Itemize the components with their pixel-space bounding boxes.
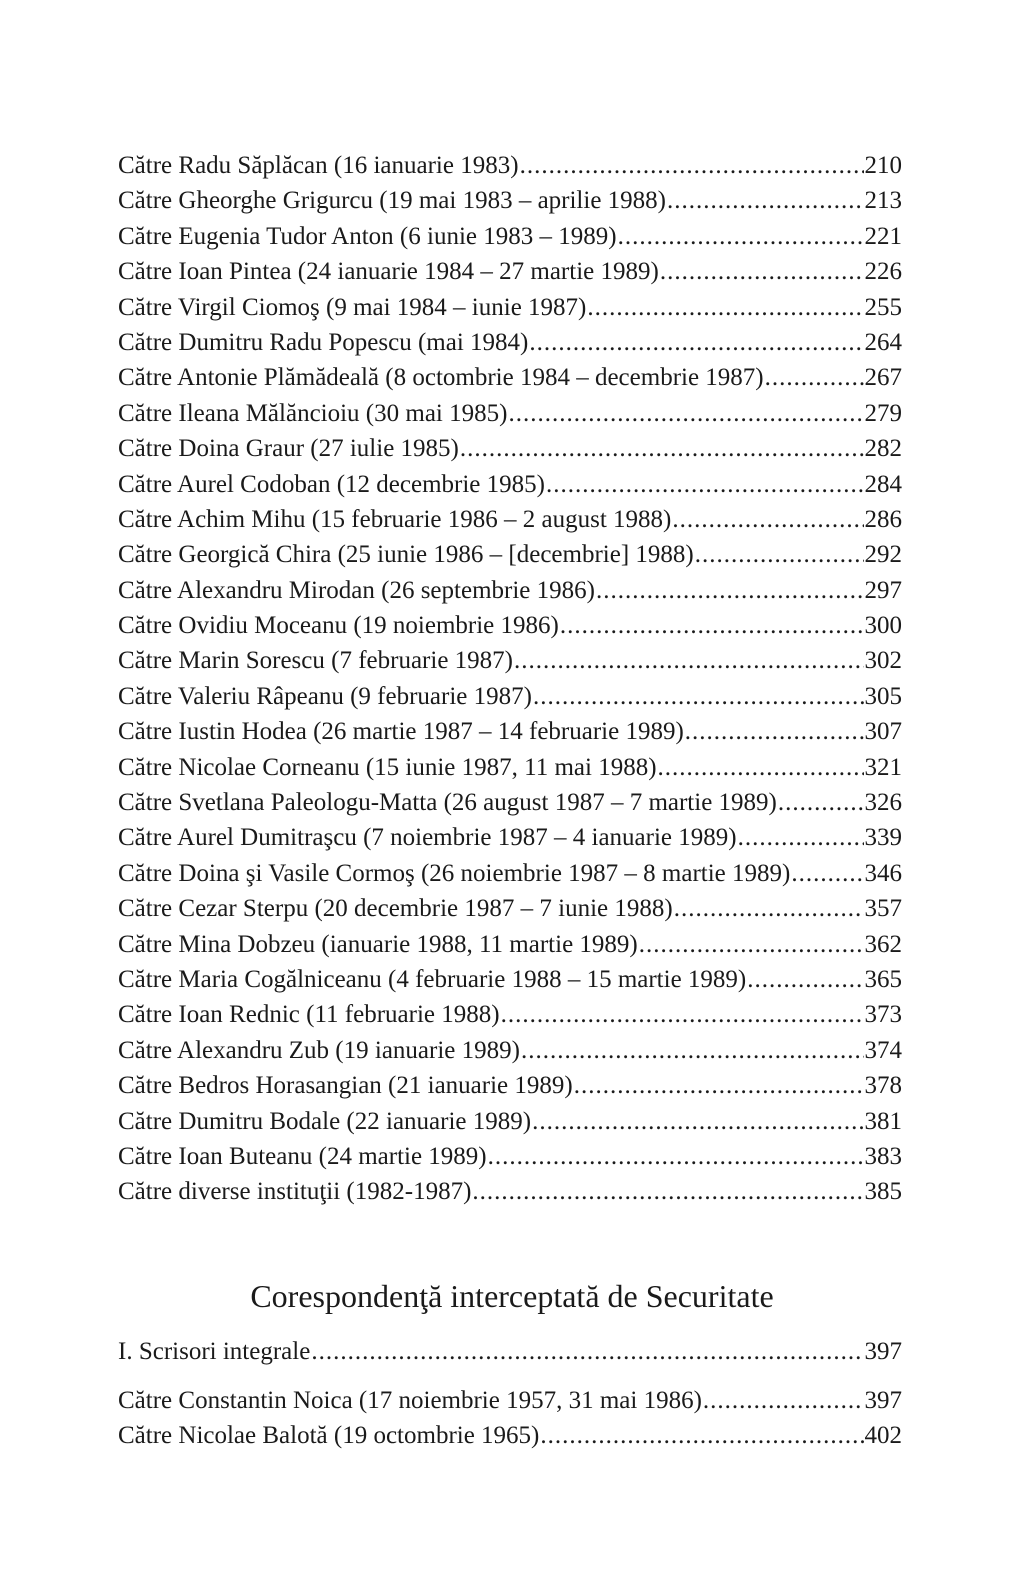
- entry-page: 321: [864, 753, 902, 781]
- entry-page: 385: [864, 1178, 902, 1206]
- entry-title: Către Achim Mihu (15 februarie 1986 – 2 august 1988): [118, 505, 672, 533]
- entry-page: 307: [864, 718, 902, 746]
- toc-entry: [118, 1037, 902, 1072]
- dot-leader: [514, 647, 864, 675]
- subsection: [118, 1338, 902, 1373]
- entry-page: 373: [864, 1001, 902, 1029]
- entry-page: 381: [864, 1107, 902, 1135]
- dot-leader: [685, 718, 864, 746]
- dot-leader: [529, 329, 863, 357]
- entry-page: 297: [864, 576, 902, 604]
- entry-title: Către Nicolae Balotă (19 octombrie 1965): [118, 1422, 540, 1450]
- entry-page: 362: [864, 930, 902, 958]
- entry-page: 302: [864, 647, 902, 675]
- toc-list: [118, 152, 902, 1214]
- toc-entry: [118, 824, 902, 859]
- entry-title: Către Dumitru Radu Popescu (mai 1984): [118, 328, 529, 356]
- entry-page: 339: [864, 824, 902, 852]
- dot-leader: [765, 364, 864, 392]
- entry-page: 255: [864, 293, 902, 321]
- entry-title: Către Radu Săplăcan (16 ianuarie 1983): [118, 152, 519, 179]
- dot-leader: [540, 1422, 863, 1450]
- entry-page: 213: [864, 187, 902, 215]
- entry-title: Către Ioan Buteanu (24 martie 1989): [118, 1142, 487, 1170]
- dot-leader: [791, 860, 863, 888]
- dot-leader: [596, 577, 864, 605]
- toc-entry: [118, 1001, 902, 1036]
- section-heading: Corespondenţă interceptată de Securitate: [250, 1278, 774, 1314]
- dot-leader: [488, 1143, 864, 1171]
- dot-leader: [618, 223, 864, 251]
- entry-page: 282: [864, 435, 902, 463]
- entry-page: 300: [864, 612, 902, 640]
- dot-leader: [674, 895, 864, 923]
- toc-entry: [118, 435, 902, 470]
- toc-entry: [118, 471, 902, 506]
- entry-title: Către Eugenia Tudor Anton (6 iunie 1983 – 1989): [118, 222, 617, 250]
- entry-title: Către Doina Graur (27 iulie 1985): [118, 435, 459, 463]
- entry-page: 286: [864, 505, 902, 533]
- entry-title: Către Valeriu Râpeanu (9 februarie 1987): [118, 682, 532, 710]
- toc-entry: [118, 647, 902, 682]
- entry-page: 374: [864, 1036, 902, 1064]
- entry-title: Către Alexandru Zub (19 ianuarie 1989): [118, 1036, 520, 1064]
- toc-entry: [118, 683, 902, 718]
- toc-entry: [118, 966, 902, 1001]
- dot-leader: [311, 1338, 863, 1366]
- dot-leader: [738, 824, 864, 852]
- dot-leader: [532, 1108, 863, 1136]
- toc-entry: [118, 1422, 902, 1457]
- entry-page: 346: [864, 859, 902, 887]
- entry-title: Către Antonie Plămădeală (8 octombrie 1984 – decembrie 1987): [118, 364, 764, 392]
- dot-leader: [508, 400, 863, 428]
- dot-leader: [546, 471, 864, 499]
- dot-leader: [521, 1037, 864, 1065]
- entry-title: Către Bedros Horasangian (21 ianuarie 1989): [118, 1072, 573, 1100]
- dot-leader: [667, 187, 864, 215]
- dot-leader: [520, 152, 864, 180]
- entry-title: Către Ioan Pintea (24 ianuarie 1984 – 27 martie 1989): [118, 258, 659, 286]
- entry-page: 221: [864, 222, 902, 250]
- toc-entry: [118, 187, 902, 222]
- entry-title: Către Doina şi Vasile Cormoş (26 noiembrie 1987 – 8 martie 1989): [118, 859, 791, 887]
- dot-leader: [560, 612, 864, 640]
- toc-entry: [118, 1338, 902, 1373]
- toc-entry: [118, 577, 902, 612]
- entry-title: Către Nicolae Corneanu (15 iunie 1987, 11 mai 1988): [118, 753, 657, 781]
- entry-page: 357: [864, 895, 902, 923]
- entry-page: 305: [864, 682, 902, 710]
- dot-leader: [501, 1001, 864, 1029]
- toc-entry: [118, 1178, 902, 1213]
- entry-title: Către Maria Cogălniceanu (4 februarie 1988 – 15 martie 1989): [118, 965, 747, 993]
- dot-leader: [574, 1072, 864, 1100]
- toc-entry: [118, 612, 902, 647]
- entry-title: Către Aurel Codoban (12 decembrie 1985): [118, 470, 545, 498]
- entry-title: Către diverse instituţii (1982-1987): [118, 1178, 472, 1206]
- dot-leader: [672, 506, 863, 534]
- toc-entry: [118, 895, 902, 930]
- toc-entry: [118, 1072, 902, 1107]
- toc-entry: [118, 400, 902, 435]
- dot-leader: [747, 966, 863, 994]
- entry-page: 279: [864, 399, 902, 427]
- entry-title: Către Aurel Dumitraşcu (7 noiembrie 1987 – 4 ianuarie 1989): [118, 824, 737, 852]
- entry-page: 326: [864, 789, 902, 817]
- dot-leader: [660, 258, 864, 286]
- entry-title: Către Iustin Hodea (26 martie 1987 – 14 februarie 1989): [118, 718, 684, 746]
- dot-leader: [695, 541, 864, 569]
- entry-title: Către Alexandru Mirodan (26 septembrie 1986): [118, 576, 595, 604]
- toc-entry: [118, 789, 902, 824]
- dot-leader: [778, 789, 864, 817]
- entry-page: 284: [864, 470, 902, 498]
- entry-page: 397: [864, 1338, 902, 1365]
- toc-entry: [118, 1387, 902, 1422]
- toc-entry: [118, 860, 902, 895]
- toc-entry: [118, 329, 902, 364]
- dot-leader: [472, 1178, 863, 1206]
- entry-title: Către Georgică Chira (25 iunie 1986 – [decembrie] 1988): [118, 541, 694, 569]
- toc-entry: [118, 223, 902, 258]
- dot-leader: [587, 294, 863, 322]
- toc-entry: [118, 1143, 902, 1178]
- entry-page: 267: [864, 364, 902, 392]
- entry-page: 402: [864, 1422, 902, 1450]
- entry-title: Către Virgil Ciomoş (9 mai 1984 – iunie 1987): [118, 293, 587, 321]
- entry-title: Către Ovidiu Moceanu (19 noiembrie 1986): [118, 612, 559, 640]
- entry-title: Către Ileana Mălăncioiu (30 mai 1985): [118, 399, 508, 427]
- dot-leader: [533, 683, 864, 711]
- entry-title: Către Cezar Sterpu (20 decembrie 1987 – 7 iunie 1988): [118, 895, 673, 923]
- entry-title: Către Dumitru Bodale (22 ianuarie 1989): [118, 1107, 532, 1135]
- toc-entry: [118, 1108, 902, 1143]
- dot-leader: [703, 1387, 864, 1415]
- toc-entry: [118, 258, 902, 293]
- subsection-entries: [118, 1387, 902, 1458]
- toc-entry: [118, 506, 902, 541]
- dot-leader: [460, 435, 864, 463]
- entry-page: 397: [864, 1387, 902, 1414]
- entry-page: 264: [864, 328, 902, 356]
- dot-leader: [658, 754, 864, 782]
- toc-entry: [118, 152, 902, 187]
- toc-entry: [118, 931, 902, 966]
- entry-title: Către Ioan Rednic (11 februarie 1988): [118, 1001, 500, 1029]
- entry-page: 365: [864, 965, 902, 993]
- entry-page: 210: [864, 152, 902, 179]
- toc-entry: [118, 294, 902, 329]
- entry-title: Către Mina Dobzeu (ianuarie 1988, 11 martie 1989): [118, 930, 638, 958]
- toc-entry: [118, 754, 902, 789]
- entry-title: Către Marin Sorescu (7 februarie 1987): [118, 647, 513, 675]
- entry-title: Către Gheorghe Grigurcu (19 mai 1983 – aprilie 1988): [118, 187, 666, 215]
- dot-leader: [639, 931, 864, 959]
- entry-title: Către Constantin Noica (17 noiembrie 1957, 31 mai 1986): [118, 1387, 702, 1414]
- entry-title: Către Svetlana Paleologu-Matta (26 august 1987 – 7 martie 1989): [118, 789, 777, 817]
- entry-page: 383: [864, 1142, 902, 1170]
- entry-page: 226: [864, 258, 902, 286]
- toc-entry: [118, 718, 902, 753]
- entry-page: 378: [864, 1072, 902, 1100]
- entry-page: 292: [864, 541, 902, 569]
- subsection-title: I. Scrisori integrale: [118, 1338, 311, 1365]
- toc-entry: [118, 364, 902, 399]
- toc-entry: [118, 541, 902, 576]
